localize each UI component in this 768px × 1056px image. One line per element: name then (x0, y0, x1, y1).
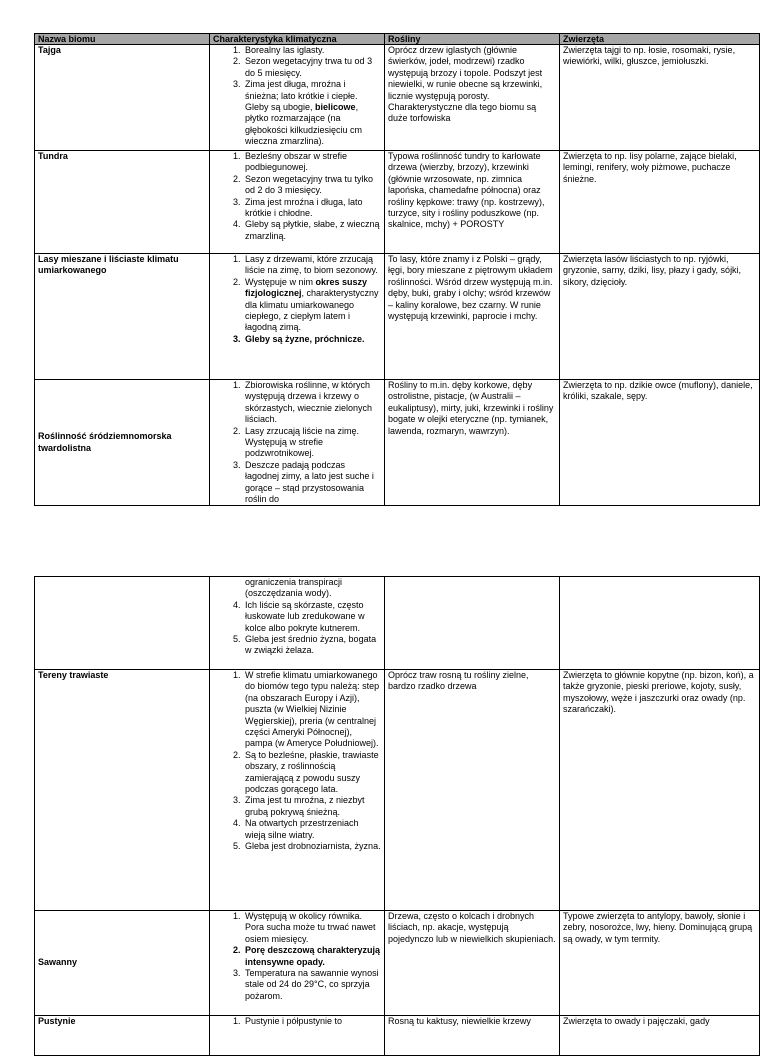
text-run: Zima jest długa, mroźna i śnieżna; lato krótkie i ciepłe. Gleby są ubogie, (245, 79, 358, 113)
list-item: 2. Porę deszczową charakteryzują intensywne opady. (243, 945, 381, 968)
text-run: Występuje w nim (245, 276, 316, 287)
climate-list (213, 670, 381, 853)
list-item: 1. W strefie klimatu umiarkowanego do biomów tego typu należą: step (na obszarach Europy i Azji), puszta (w Wielkiej Nizinie Węgierskiej), preria (w centralnej części Ameryki Północnej), pampa (w Ameryce Południowej). (243, 670, 381, 750)
table-row (35, 670, 760, 911)
list-item (243, 79, 381, 147)
text-run: , płytko rozmarzające (na głębokości kilkudziesięciu cm wieczna zmarzlina). (245, 102, 363, 147)
biome-name: Roślinność śródziemnomorska twardolistna (35, 380, 210, 506)
list-item: 2. Lasy zrzucają liście na zimę. Występują w strefie podzwrotnikowej. (243, 426, 381, 460)
list-item: 2. Są to bezleśne, płaskie, trawiaste obszary, z roślinnością zamierającą z powodu suszy podczas gorącego lata. (243, 750, 381, 796)
climate-cell (210, 151, 385, 254)
table-row (35, 577, 760, 670)
list-item: 4. Ich liście są skórzaste, często łuskowate lub zredukowane w kolce albo pokryte kutnerem. (243, 600, 381, 634)
plants-cell: Typowa roślinność tundry to karłowate drzewa (wierzby, brzozy), krzewinki (głównie wrzosowate, np. zimnica lapońska, chamedafne północna) oraz rośliny kępkowe: trawy (np. kostrzewy), turzyce, sity i rośliny poduszkowe (np. skalnice, mchy) + POROSTY (385, 151, 560, 254)
climate-cell (210, 670, 385, 911)
list-item: 3. Zima jest tu mroźna, z niezbyt grubą pokrywą śnieżną. (243, 795, 381, 818)
climate-list (213, 151, 381, 242)
animals-cell: Zwierzęta to np. lisy polarne, zające bielaki, lemingi, renifery, woły piżmowe, puchacze śnieżne. (560, 151, 760, 254)
plants-cell: Oprócz drzew iglastych (głównie świerków, jodeł, modrzewi) rzadko występują brzozy i topole. Podszyt jest niewielki, w runie obecne są krzewinki, licznie występują porosty. Charakterystyczne dla tego biomu są duże torfowiska (385, 45, 560, 151)
header-climate: Charakterystyka klimatyczna (210, 34, 385, 45)
list-item: 1. Bezleśny obszar w strefie podbiegunowej. (243, 151, 381, 174)
list-item: 1. Borealny las iglasty. (243, 45, 381, 56)
continued-text: ograniczenia transpiracji (oszczędzania wody). (245, 577, 343, 599)
biome-name: Lasy mieszane i liściaste klimatu umiarkowanego (35, 254, 210, 380)
climate-cell (210, 45, 385, 151)
animals-cell (560, 577, 760, 670)
list-item: 2. Sezon wegetacyjny trwa tu tylko od 2 do 3 miesięcy. (243, 174, 381, 197)
animals-cell: Zwierzęta tajgi to np. łosie, rosomaki, rysie, wiewiórki, wilki, głuszce, jemiołuszki. (560, 45, 760, 151)
list-item: 3. Gleby są żyzne, próchnicze. (243, 334, 381, 345)
animals-cell: Zwierzęta lasów liściastych to np. ryjówki, gryzonie, sarny, dziki, lisy, płazy i gady, sójki, sikory, dzięcioły. (560, 254, 760, 380)
list-item: 4. Gleby są płytkie, słabe, z wieczną zmarzliną. (243, 219, 381, 242)
plants-cell: Oprócz traw rosną tu rośliny zielne, bardzo rzadko drzewa (385, 670, 560, 911)
header-animals: Zwierzęta (560, 34, 760, 45)
list-item (243, 277, 381, 334)
header-plants: Rośliny (385, 34, 560, 45)
text-run: , charakterystyczny dla klimatu umiarkowanego ciepłego, z ciepłym latem i łagodną zimą. (245, 288, 379, 333)
climate-list (213, 911, 381, 1002)
climate-cell (210, 380, 385, 506)
climate-cell (210, 577, 385, 670)
biomes-table-page-2 (34, 576, 760, 1056)
animals-cell: Typowe zwierzęta to antylopy, bawoły, słonie i zebry, nosorożce, lwy, hieny. Dominującą grupą są owady, w tym termity. (560, 911, 760, 1016)
table-row (35, 1016, 760, 1056)
table-row (35, 254, 760, 380)
biome-name (35, 577, 210, 670)
plants-cell: Drzewa, często o kolcach i drobnych liściach, np. akacje, występują pojedynczo lub w niewielkich skupieniach. (385, 911, 560, 1016)
list-item: 2. Sezon wegetacyjny trwa tu od 3 do 5 miesięcy. (243, 56, 381, 79)
table-row (35, 151, 760, 254)
bold-text-run: bielicowe (315, 102, 356, 113)
list-item: 1. Zbiorowiska roślinne, w których występują drzewa i krzewy o skórzastych, wiecznie zielonych liściach. (243, 380, 381, 426)
list-item: 3. Zima jest mroźna i długa, lato krótkie i chłodne. (243, 197, 381, 220)
biome-name: Tundra (35, 151, 210, 254)
biomes-table-page-1 (34, 33, 760, 506)
climate-cell (210, 1016, 385, 1056)
list-item: 5. Gleba jest drobnoziarnista, żyzna. (243, 841, 381, 852)
list-item: 1. Pustynie i półpustynie to (243, 1016, 381, 1027)
list-item: 3. Deszcze padają podczas łagodnej zimy, a lato jest suche i gorące – stąd przystosowania roślin do (243, 460, 381, 506)
plants-cell: To lasy, które znamy i z Polski – grądy, łęgi, bory mieszane z piętrowym układem roślinności. Wśród drzew występują m.in. dęby, buki, graby i olchy; wśród krzewów – kaliny koralowe, bez czarny. W runie występują krzewinki, paprocie i mchy. (385, 254, 560, 380)
plants-cell: Rosną tu kaktusy, niewielkie krzewy (385, 1016, 560, 1056)
list-item: 1. Lasy z drzewami, które zrzucają liście na zimę, to biom sezonowy. (243, 254, 381, 277)
header-row (35, 34, 760, 45)
climate-cell (210, 254, 385, 380)
plants-cell (385, 577, 560, 670)
climate-cell (210, 911, 385, 1016)
animals-cell: Zwierzęta to np. dzikie owce (muflony), daniele, króliki, szakale, sępy. (560, 380, 760, 506)
bold-text-run: okres suszy fizjologicznej (245, 276, 367, 299)
climate-list (213, 254, 381, 345)
list-item: 4. Na otwartych przestrzeniach wieją silne wiatry. (243, 818, 381, 841)
climate-list (213, 380, 381, 505)
list-item: 3. Temperatura na sawannie wynosi stale od 24 do 29°C, co sprzyja pożarom. (243, 968, 381, 1002)
header-biome-name: Nazwa biomu (35, 34, 210, 45)
table-row (35, 380, 760, 506)
climate-list (213, 45, 381, 148)
climate-list (213, 600, 381, 657)
list-item: 5. Gleba jest średnio żyzna, bogata w związki żelaza. (243, 634, 381, 657)
table-row (35, 45, 760, 151)
biome-name: Pustynie (35, 1016, 210, 1056)
biome-name: Tereny trawiaste (35, 670, 210, 911)
page-2 (34, 576, 759, 1056)
list-item: 1. Występują w okolicy równika. Pora sucha może tu trwać nawet osiem miesięcy. (243, 911, 381, 945)
animals-cell: Zwierzęta to owady i pajęczaki, gady (560, 1016, 760, 1056)
plants-cell: Rośliny to m.in. dęby korkowe, dęby ostrolistne, pistacje, (w Australii – eukaliptusy), mirty, juki, krzewinki i rośliny bogate w olejki eteryczne (np. tymianek, lawenda, rozmaryn, wawrzyn). (385, 380, 560, 506)
biome-name: Sawanny (35, 911, 210, 1016)
page-1 (34, 33, 759, 506)
climate-list (213, 1016, 381, 1027)
animals-cell: Zwierzęta to głównie kopytne (np. bizon, koń), a także gryzonie, pieski preriowe, kojoty, susły, myszołowy, węże i jaszczurki oraz owady (np. szarańczaki). (560, 670, 760, 911)
table-row (35, 911, 760, 1016)
biome-name: Tajga (35, 45, 210, 151)
